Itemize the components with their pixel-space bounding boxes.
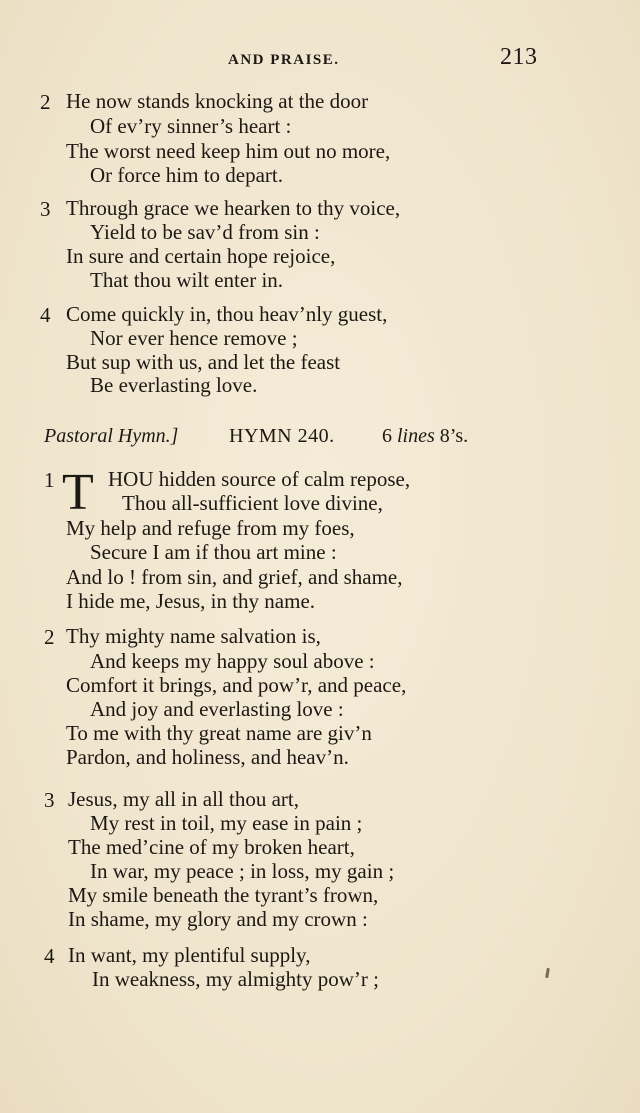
verse-line: Come quickly in, thou heav’nly guest,: [66, 302, 388, 326]
stanza-number: 3: [40, 197, 51, 221]
verse-line: And lo ! from sin, and grief, and shame,: [66, 565, 403, 589]
verse-line: My help and refuge from my foes,: [66, 516, 355, 540]
meter-lines: lines: [397, 425, 435, 447]
verse-line: Be everlasting love.: [90, 373, 258, 397]
verse-line: In want, my plentiful supply,: [68, 943, 311, 967]
verse-line: Thou all-sufficient love divine,: [122, 491, 383, 515]
meter-count: 6: [382, 425, 392, 447]
verse-line: But sup with us, and let the feast: [66, 350, 341, 374]
stanza-number: 2: [44, 625, 55, 649]
verse-line: Pardon, and holiness, and heav’n.: [66, 745, 349, 769]
verse-line: To me with thy great name are giv’n: [66, 721, 372, 745]
verse-line: My rest in toil, my ease in pain ;: [90, 811, 363, 835]
verse-line: Or force him to depart.: [90, 163, 284, 187]
hymn-meter: [382, 426, 468, 446]
verse-line: In weakness, my almighty pow’r ;: [92, 967, 379, 991]
verse-line: In war, my peace ; in loss, my gain ;: [90, 859, 395, 883]
stanza-number: 3: [44, 788, 55, 812]
verse-line: In shame, my glory and my crown :: [68, 907, 368, 931]
meter-value: 8’s.: [439, 425, 469, 447]
verse-line: The med’cine of my broken heart,: [68, 835, 355, 859]
verse-line: Nor ever hence remove ;: [90, 326, 298, 350]
verse-line: HOU hidden source of calm repose,: [108, 467, 411, 491]
verse-line: And joy and everlasting love :: [90, 697, 344, 721]
running-head: AND PRAISE.: [228, 52, 340, 68]
verse-line: He now stands knocking at the door: [66, 89, 369, 113]
stanza-number: 2: [40, 90, 51, 114]
verse-line: Yield to be sav’d from sin :: [90, 220, 320, 244]
verse-line: That thou wilt enter in.: [90, 268, 284, 292]
verse-line: My smile beneath the tyrant’s frown,: [68, 883, 379, 907]
paper-speck: [545, 968, 550, 978]
stanza-number: 1: [44, 468, 55, 492]
verse-line: And keeps my happy soul above :: [90, 649, 375, 673]
verse-line: Through grace we hearken to thy voice,: [66, 196, 401, 220]
verse-line: In sure and certain hope rejoice,: [66, 244, 336, 268]
drop-cap: T: [62, 464, 94, 521]
tune-name: Pastoral Hymn.]: [44, 425, 179, 447]
stanza-number: 4: [40, 303, 51, 327]
verse-line: Thy mighty name salvation is,: [66, 624, 321, 648]
verse-line: Jesus, my all in all thou art,: [68, 787, 299, 811]
verse-line: Secure I am if thou art mine :: [90, 540, 337, 564]
stanza-number: 4: [44, 944, 55, 968]
verse-line: The worst need keep him out no more,: [66, 139, 391, 163]
verse-line: Comfort it brings, and pow’r, and peace,: [66, 673, 407, 697]
page-number: 213: [500, 44, 538, 70]
verse-line: Of ev’ry sinner’s heart :: [90, 114, 292, 138]
verse-line: I hide me, Jesus, in thy name.: [66, 589, 316, 613]
hymn-header: [44, 425, 469, 447]
hymn-title: HYMN 240.: [229, 425, 335, 447]
